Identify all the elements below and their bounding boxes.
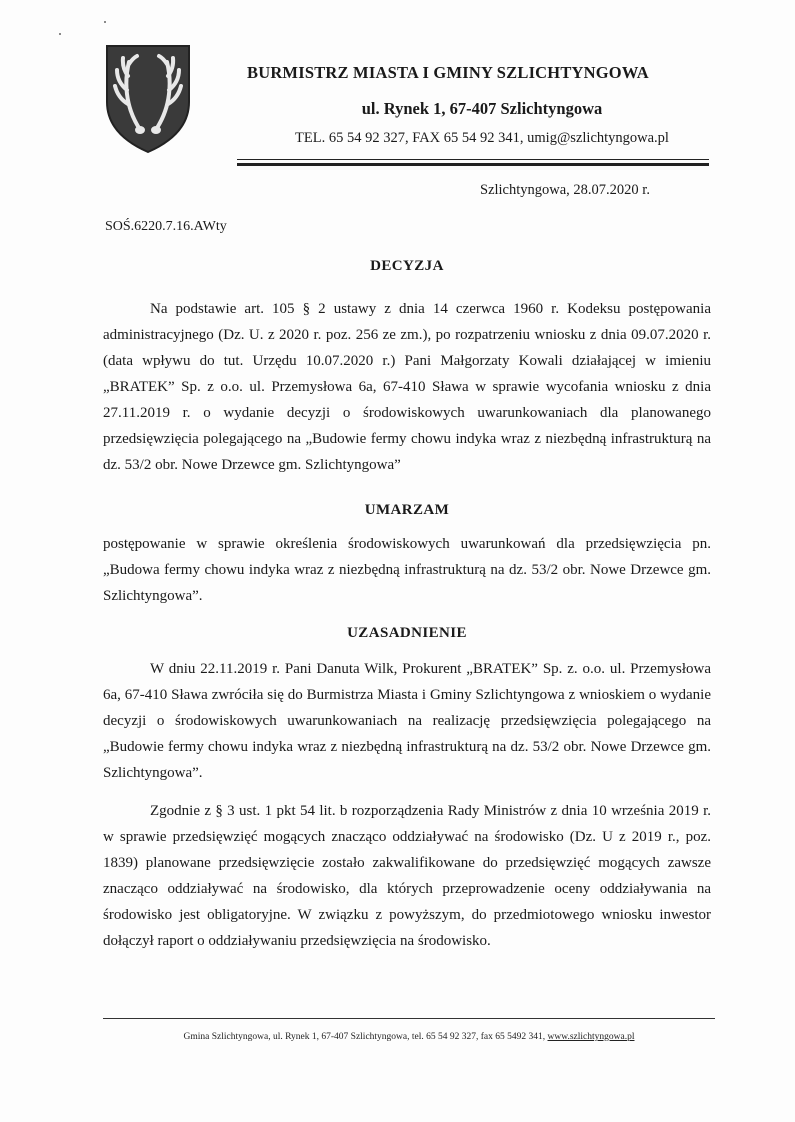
footer-text: Gmina Szlichtyngowa, ul. Rynek 1, 67-407 Szlichtyngowa, tel. 65 54 92 327, fax 65 5492 341, xyxy=(183,1032,548,1042)
justification-paragraph-1: W dniu 22.11.2019 r. Pani Danuta Wilk, Prokurent „BRATEK” Sp. z. o.o. ul. Przemysłowa 6a, 67-410 Sława zwróciła się do Burmistrza Miasta i Gminy Szlichtyngowa z wnioskiem o wydanie decyzji o środowiskowych uwarunkowaniach na realizację przedsięwzięcia polegającego na „Budowie fermy chowu indyka wraz z niezbędną infrastrukturą na dz. 53/2 obr. Nowe Drzewce gm. Szlichtyngowa”. xyxy=(103,661,711,781)
header-address: ul. Rynek 1, 67-407 Szlichtyngowa xyxy=(361,99,603,118)
footer xyxy=(103,1032,715,1042)
coat-of-arms-logo xyxy=(103,42,193,154)
reference-number: SOŚ.6220.7.16.AWty xyxy=(105,219,227,234)
header-divider-thin xyxy=(237,159,709,160)
header-divider-thick xyxy=(237,163,709,166)
scan-speck xyxy=(59,33,61,35)
decision-heading: UMARZAM xyxy=(364,502,450,518)
place-date: Szlichtyngowa, 28.07.2020 r. xyxy=(480,182,650,198)
header-title: BURMISTRZ MIASTA I GMINY SZLICHTYNGOWA xyxy=(247,63,649,82)
footer-website-link[interactable]: www.szlichtyngowa.pl xyxy=(547,1032,635,1042)
scan-speck xyxy=(104,21,106,23)
header-contact: TEL. 65 54 92 327, FAX 65 54 92 341, umig@szlichtyngowa.pl xyxy=(295,130,669,146)
intro-paragraph: Na podstawie art. 105 § 2 ustawy z dnia 14 czerwca 1960 r. Kodeksu postępowania administracyjnego (Dz. U. z 2020 r. poz. 256 ze zm.), po rozpatrzeniu wniosku z dnia 09.07.2020 r. (data wpływu do tut. Urzędu 10.07.2020 r.) Pani Małgorzaty Kowali działającej w imieniu „BRATEK” Sp. z o.o. ul. Przemysłowa 6a, 67-410 Sława w sprawie wycofania wniosku z dnia 27.11.2019 r. o wydanie decyzji o środowiskowych uwarunkowaniach dla planowanego przedsięwzięcia polegającego na „Budowie fermy chowu indyka wraz z niezbędną infrastrukturą na dz. 53/2 obr. Nowe Drzewce gm. Szlichtyngowa” xyxy=(103,301,711,473)
footer-divider xyxy=(103,1018,715,1019)
document-title: DECYZJA xyxy=(370,258,444,274)
decision-paragraph: postępowanie w sprawie określenia środowiskowych uwarunkowań dla przedsięwzięcia pn. „Budowa fermy chowu indyka wraz z niezbędną infrastrukturą na dz. 53/2 obr. Nowe Drzewce gm. Szlichtyngowa”. xyxy=(103,536,711,604)
justification-heading: UZASADNIENIE xyxy=(347,625,467,641)
justification-paragraph-2: Zgodnie z § 3 ust. 1 pkt 54 lit. b rozporządzenia Rady Ministrów z dnia 10 września 2019 r. w sprawie przedsięwzięć mogących znacząco oddziaływać na środowisko (Dz. U z 2019 r., poz. 1839) planowane przedsięwzięcie zostało zakwalifikowane do przedsięwzięć mogących zawsze znacząco oddziaływać na środowisko, dla których przeprowadzenie oceny oddziaływania na środowisko jest obligatoryjne. W związku z powyższym, do przedmiotowego wniosku inwestor dołączył raport o oddziaływaniu przedsięwzięcia na środowisko. xyxy=(103,803,711,949)
